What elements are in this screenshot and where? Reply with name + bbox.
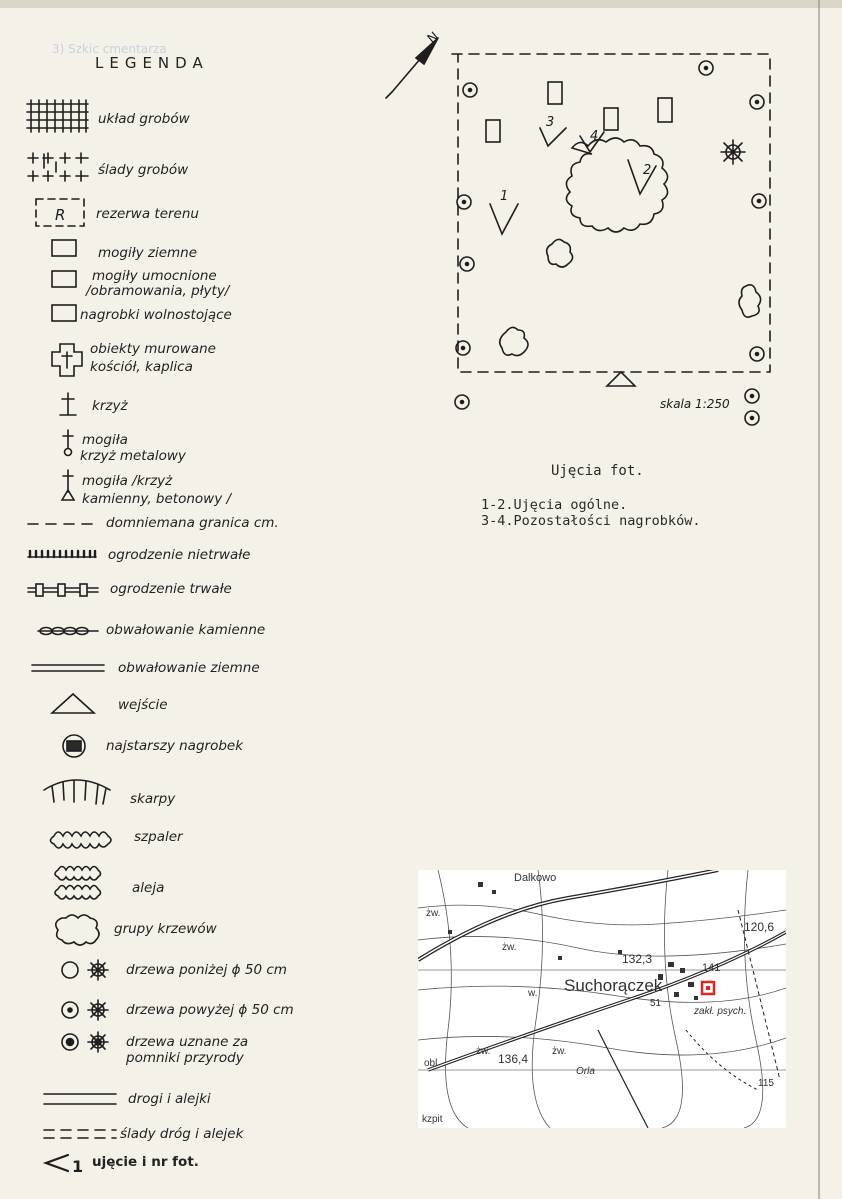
grave-grid-symbol — [27, 100, 88, 132]
temporary-fence-symbol — [28, 551, 96, 557]
legend-label-drogi: drogi i alejki — [128, 1091, 211, 1107]
photo-direction-number: 1 — [72, 1157, 84, 1176]
legend-label-mogily-ziemne: mogiły ziemne — [98, 245, 198, 261]
legend-label-slady: ślady grobów — [98, 162, 189, 178]
reserve-letter: R — [55, 206, 66, 224]
location-map-drawing — [418, 870, 786, 1128]
legend-label-drzewa-powyzej: drzewa powyżej ϕ 50 cm — [126, 1002, 294, 1018]
legend-label-drzewa-pomniki-2: pomniki przyrody — [126, 1050, 244, 1066]
tree-small-star-symbol — [88, 960, 108, 980]
metal-cross-symbol — [63, 430, 73, 448]
legend-label-wejscie: wejście — [118, 697, 168, 713]
faint-heading: 3) Szkic cmentarza — [52, 42, 167, 56]
shrub-group-large — [566, 138, 667, 232]
legend-symbols — [0, 0, 330, 1199]
cross-symbol — [60, 393, 76, 415]
grave-rect — [486, 120, 500, 142]
map-label-num51: 51 — [650, 998, 662, 1009]
map-label-zakl: zakł. psych. — [694, 1006, 747, 1017]
photos-line-2: 3-4.Pozostałości nagrobków. — [481, 513, 701, 529]
map-label-num41: 141 — [702, 962, 721, 974]
right-page-edge — [818, 0, 820, 1199]
grave-rect — [658, 98, 672, 122]
cemetery-boundary — [452, 54, 770, 372]
map-label-dalkowo: Dalkowo — [514, 872, 557, 884]
legend-label-mogila-kamien-2: kamienny, betonowy / — [82, 491, 232, 507]
tree-large-star-symbol — [88, 1000, 108, 1020]
roads-symbol — [44, 1094, 116, 1104]
map-label-zw2: żw. — [502, 942, 517, 953]
entrance-marker — [607, 372, 635, 386]
map-label-town: Suchorączek — [564, 976, 663, 995]
legend-label-granica: domniemana granica cm. — [106, 515, 279, 531]
legend-label-obw-ziemne: obwałowanie ziemne — [118, 660, 260, 676]
legend-label-slady-drog: ślady dróg i alejek — [120, 1126, 244, 1142]
grave-rect — [604, 108, 618, 130]
north-label: N — [424, 29, 443, 48]
legend-label-drzewa-ponizej: drzewa poniżej ϕ 50 cm — [126, 962, 287, 978]
hedge-symbol — [51, 832, 112, 848]
legend-label-mogily-umocnione: mogiły umocnione — [92, 268, 217, 284]
legend-label-nagrobki: nagrobki wolnostojące — [80, 307, 232, 323]
photo-number-3: 3 — [546, 115, 555, 130]
map-label-elev3: 136,4 — [498, 1052, 529, 1066]
reinforced-grave-symbol — [52, 271, 76, 287]
legend-label-szpaler: szpaler — [134, 829, 183, 845]
slope-symbol — [44, 780, 110, 804]
map-label-elev2: 132,3 — [622, 952, 653, 966]
north-arrow-icon — [386, 38, 438, 98]
map-label-obl: obl — [424, 1058, 438, 1069]
photo-number-2: 2 — [643, 163, 652, 178]
photos-line-1: 1-2.Ujęcia ogólne. — [481, 497, 628, 513]
cemetery-sketch — [370, 20, 790, 440]
map-label-orla: Orla — [576, 1066, 595, 1077]
grave-traces-symbol — [28, 153, 88, 181]
permanent-fence-symbol — [28, 584, 98, 596]
map-label-elev1: 120,6 — [744, 920, 775, 934]
legend-label-mogila-metal-2: krzyż metalowy — [80, 448, 186, 464]
legend-label-obiekty-2: kościół, kaplica — [90, 359, 193, 375]
map-label-zw4: żw. — [552, 1046, 567, 1057]
photo-marker-2 — [628, 160, 656, 194]
tree-large-marker — [455, 61, 766, 425]
photo-number-1: 1 — [500, 189, 509, 204]
photo-direction-symbol — [46, 1155, 68, 1171]
photo-marker-3 — [540, 128, 566, 146]
map-label-zw3: żw. — [476, 1046, 491, 1057]
legend-label-mogila-kamien: mogiła /krzyż — [82, 473, 173, 489]
legend-label-rezerwa: rezerwa terenu — [96, 206, 199, 222]
legend-label-skarpy: skarpy — [130, 791, 176, 807]
legend-label-aleja: aleja — [132, 880, 165, 896]
tombstone-symbol — [52, 305, 76, 321]
legend-label-grupy: grupy krzewów — [114, 921, 217, 937]
sketch-scale: skala 1:250 — [660, 397, 730, 411]
legend-label-ogr-nietrwale: ogrodzenie nietrwałe — [108, 547, 251, 563]
earth-grave-symbol — [52, 240, 76, 256]
map-label-w1: w. — [528, 988, 538, 999]
photo-number-4: 4 — [590, 129, 599, 144]
road-traces-symbol — [44, 1130, 116, 1138]
legend-label-uklad: układ grobów — [98, 111, 190, 127]
earth-rampart-symbol — [32, 665, 104, 671]
legend-label-ujecie: ujęcie i nr fot. — [92, 1154, 199, 1170]
oldest-tombstone-symbol — [63, 735, 85, 757]
legend-label-obw-kamienne: obwałowanie kamienne — [106, 622, 266, 638]
legend-label-drzewa-pomniki: drzewa uznane za — [126, 1034, 249, 1050]
shrub-small — [500, 327, 528, 355]
shrub-small — [739, 285, 761, 317]
shrub-group-symbol — [56, 915, 99, 945]
shrub-small — [547, 239, 573, 267]
legend-label-mogily-umocnione-2: /obramowania, płyty/ — [86, 283, 230, 299]
legend-label-najstarszy: najstarszy nagrobek — [106, 738, 244, 754]
stone-rampart-symbol — [38, 628, 98, 635]
map-label-num115: 115 — [758, 1078, 774, 1089]
photos-title: Ujęcia fot. — [551, 463, 644, 479]
tree-star-marker — [721, 140, 745, 164]
tree-small-symbol — [62, 962, 78, 978]
legend-title: LEGENDA — [95, 54, 209, 72]
legend-label-mogila-metal: mogiła — [82, 432, 128, 448]
legend-label-ogr-trwale: ogrodzenie trwałe — [110, 581, 232, 597]
grave-rect — [548, 82, 562, 104]
location-map — [418, 870, 786, 1128]
map-label-kzpit: kzpit — [422, 1114, 443, 1125]
map-label-zw1: żw. — [426, 908, 441, 919]
photo-marker-1 — [490, 204, 518, 234]
tree-monument-star-symbol — [88, 1032, 108, 1052]
legend-label-krzyz: krzyż — [92, 398, 128, 414]
legend-label-obiekty: obiekty murowane — [90, 341, 216, 357]
alley-symbol — [55, 867, 101, 900]
entrance-symbol — [52, 694, 94, 713]
